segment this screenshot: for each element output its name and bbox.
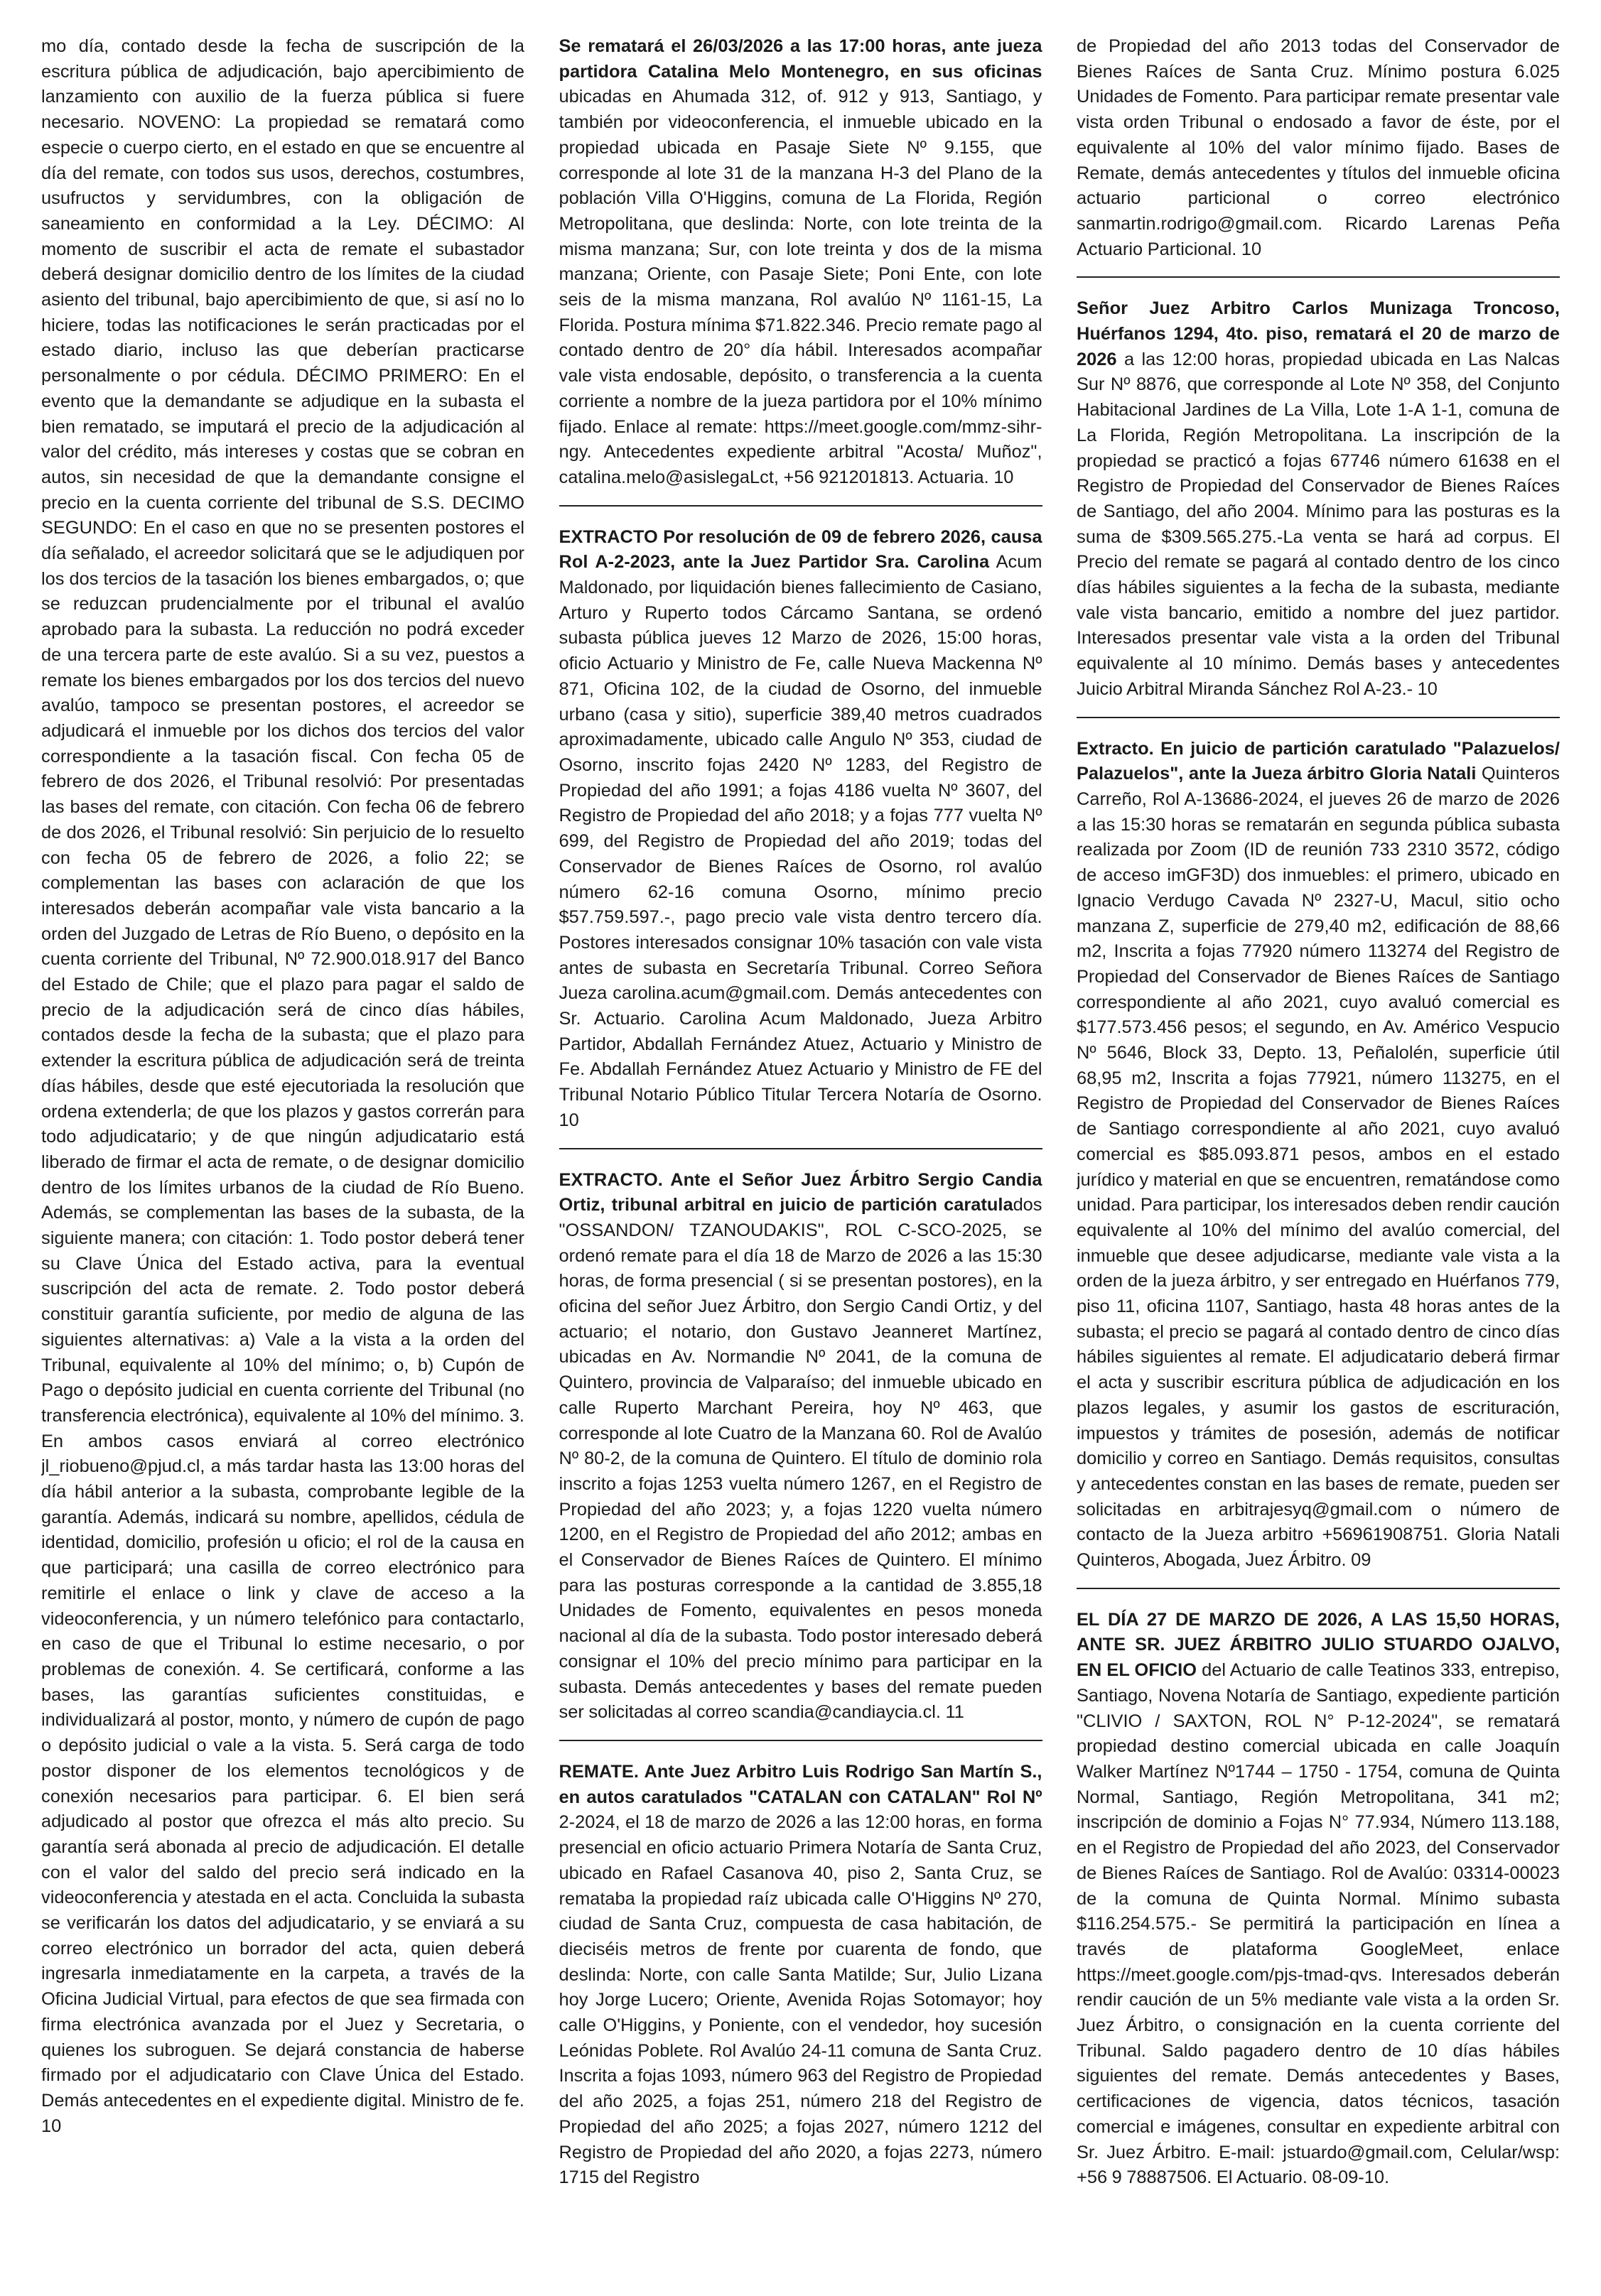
auction-notice-candia [559, 1168, 1042, 1741]
auction-notice-melo [559, 34, 1042, 507]
column-3 [1077, 34, 1560, 2272]
auction-notice-stuardo [1077, 1608, 1560, 2205]
auction-notice-quinteros [1077, 737, 1560, 1589]
notice-lead: Señor Juez Arbitro Carlos Munizaga Troncoso, Huérfanos 1294, 4to. piso, rematará el 20 de marzo de 2026 [1077, 298, 1560, 369]
notice-body: a las 12:00 horas, propiedad ubicada en Las Nalcas Sur Nº 8876, que corresponde al Lote Nº 358, del Conjunto Habitacional Jardines de La Villa, Lote 1-A 1-1, comuna de La Florida, Región Metropolitana. La inscripción de la propiedad se practicó a fojas 67746 número 61638 en el Registro de Propiedad del Conservador de Bienes Raíces de Santiago, del año 2004. Mínimo para las posturas es la suma de $309.565.275.-La venta se hará ad corpus. El Precio del remate se pagará al contado dentro de los cinco días hábiles siguientes a la fecha de la subasta, mediante vale vista bancario, emitido a nombre del juez partidor. Interesados presentar vale vista a la orden del Tribunal equivalente al 10 mínimo. Demás bases y antecedentes Juicio Arbitral Miranda Sánchez Rol A-23.- 10 [1077, 349, 1560, 699]
continued-notice-san-martin [1077, 34, 1560, 278]
notice-body: 2-2024, el 18 de marzo de 2026 a las 12:00 horas, en forma presencial en oficio actuario Primera Notaría de Santa Cruz, ubicado en Rafael Casanova 40, piso 2, Santa Cruz, se remataba la propiedad raíz ubicada calle O'Higgins Nº 270, ciudad de Santa Cruz, compuesta de casa habitación, de dieciséis metros de frente por cuarenta de fondo, que deslinda: Norte, con calle Santa Matilde; Sur, Julio Lizana hoy Jorge Lucero; Oriente, Avenida Rojas Sotomayor; hoy calle O'Higgins, y Poniente, con el vendedor, hoy sucesión Leónidas Poblete. Rol Avalúo 24-11 comuna de Santa Cruz. Inscrita a fojas 1093, número 963 del Registro de Propiedad del año 2025, a fojas 251, número 218 del Registro de Propiedad del año 2025; a fojas 2027, número 1212 del Registro de Propiedad del año 2020, a fojas 2273, número 1715 del Registro [559, 1812, 1042, 2188]
notice-lead: REMATE. Ante Juez Arbitro Luis Rodrigo San Martín S., en autos caratulados "CATALAN con CATALAN" Rol Nº [559, 1762, 1042, 1807]
notice-body: del Actuario de calle Teatinos 333, entrepiso, Santiago, Novena Notaría de Santiago, expediente partición "CLIVIO / SAXTON, ROL N° P-12-2024", se rematará propiedad destino comercial ubicada en calle Joaquín Walker Martínez Nº1744 – 1750 - 1754, comuna de Quinta Normal, Santiago, Región Metropolitana, 341 m2; inscripción de dominio a Fojas N° 77.934, Número 113.188, en el Registro de Propiedad del año 2023, del Conservador de Bienes Raíces de Santiago. Rol de Avalúo: 03314-00023 de la comuna de Quinta Normal. Mínimo subasta $116.254.575.- Se permitirá la participación en línea a través de plataforma GoogleMeet, enlace https://meet.google.com/pjs-tmad-qvs. Interesados deberán rendir caución de un 5% mediante vale vista a la orden Sr. Juez Árbitro, o consignación en la cuenta corriente del Tribunal. Saldo pagadero dentro de 10 días hábiles siguientes del remate. Demás antecedentes y Bases, certificaciones de vigencia, datos técnicos, tasación comercial e imágenes, consultar en expediente arbitral con Sr. Juez Árbitro. E-mail: jstuardo@gmail.com, Celular/wsp: +56 9 78887506. El Actuario. 08-09-10. [1077, 1660, 1560, 2188]
auction-notice-acum [559, 525, 1042, 1149]
auction-notice-munizaga [1077, 296, 1560, 718]
continued-notice-text: de Propiedad del año 2013 todas del Conservador de Bienes Raíces de Santa Cruz. Mínimo postura 6.025 Unidades de Fomento. Para participar remate presentar vale vista orden Tribunal o endosado a favor de éste, por el equivalente al 10% del valor mínimo fijado. Bases de Remate, demás antecedentes y títulos del inmueble oficina actuario particional o correo electrónico sanmartin.rodrigo@gmail.com. Ricardo Larenas Peña Actuario Particional. 10 [1077, 36, 1560, 259]
notice-lead: Se rematará el 26/03/2026 a las 17:00 horas, ante jueza partidora Catalina Melo Montenegro, en sus oficinas [559, 36, 1042, 82]
continued-notice-text: mo día, contado desde la fecha de suscripción de la escritura pública de adjudicación, bajo apercibimiento de lanzamiento con auxilio de la fuerza pública si fuere necesario. NOVENO: La propiedad se rematará como especie o cuerpo cierto, en el estado en que se encuentre al día del remate, con todos sus usos, derechos, costumbres, usufructos y servidumbres, con la obligación de saneamiento en conformidad a la Ley. DÉCIMO: Al momento de suscribir el acta de remate el subastador deberá designar domicilio dentro de los límites de la ciudad asiento del tribunal, bajo apercibimiento de que, si así no lo hiciere, todas las notificaciones le serán practicadas por el estado diario, incluso las que deberían practicarse personalmente o por cédula. DÉCIMO PRIMERO: En el evento que la demandante se adjudique en la subasta el bien rematado, se imputará el precio de la adjudicación al valor del crédito, más intereses y costas que se cobran en autos, sin necesidad de que la demandante consigne el precio en la cuenta corriente del tribunal de S.S. DECIMO SEGUNDO: En el caso en que no se presenten postores el día señalado, el acreedor solicitará que se le adjudiquen por los dos tercios de la tasación los bienes embargados, o; que se reduzcan prudencialmente por el tribunal el avalúo aprobado para la subasta. La reducción no podrá exceder de una tercera parte de este avalúo. Si a su vez, puestos a remate los bienes embargados por los dos tercios del nuevo avalúo, tampoco se presentan postores, el acreedor se adjudicará el inmueble por los dichos dos tercios del valor correspondiente a la tasación fiscal. Con fecha 05 de febrero de dos 2026, el Tribunal resolvió: Por presentadas las bases del remate, con citación. Con fecha 06 de febrero de dos 2026, el Tribunal resolvió: Sin perjuicio de lo resuelto con fecha 05 de febrero de 2026, a folio 22; se complementan las bases con aclaración de que los interesados deberán acompañar vale vista bancario a la orden del Juzgado de Letras de Río Bueno, o depósito en la cuenta corriente del Tribunal, Nº 72.900.018.917 del Banco del Estado de Chile; que el plazo para pagar el saldo de precio de la adjudicación será de cinco días hábiles, contados desde la fecha de la subasta; que el plazo para extender la escritura pública de adjudicación será de treinta días hábiles, desde que esté ejecutoriada la resolución que ordena extenderla; de que los plazos y gastos correrán para todo adjudicatario; y de que ningún adjudicatario está liberado de firmar el acta de remate, o de designar domicilio dentro de los límites urbanos de la ciudad de Río Bueno. Además, se complementan las bases de la subasta, de la siguiente manera; con citación: 1. Todo postor deberá tener su Clave Única del Estado activa, para la eventual suscripción del acta de remate. 2. Todo postor deberá constituir garantía suficiente, por medio de alguna de las siguientes alternativas: a) Vale a la vista a la orden del Tribunal, equivalente al 10% del mínimo; o, b) Cupón de Pago o depósito judicial en cuenta corriente del Tribunal (no transferencia electrónica), equivalente al 10% del mínimo. 3. En ambos casos enviará al correo electrónico jl_riobueno@pjud.cl, a más tardar hasta las 13:00 horas del día hábil anterior a la subasta, comprobante legible de la garantía. Además, indicará su nombre, apellidos, cédula de identidad, domicilio, profesión u oficio; el rol de la causa en que participará; una casilla de correo electrónico para remitirle el enlace o link y clave de acceso a la videoconferencia, y un número telefónico para contactarlo, en caso de que el Tribunal lo estime necesario, o por problemas de conexión. 4. Se certificará, conforme a las bases, las garantías suficientes constituidas, e individualizará al postor, monto, y número de cupón de pago o depósito judicial o vale a la vista. 5. Será carga de todo postor disponer de los elementos tecnológicos y de conexión necesarios para participar. 6. El bien será adjudicado al postor que ofrezca el más alto precio. Su garantía será abonada al precio de adjudicación. El detalle con el valor del saldo del precio será indicado en la videoconferencia y atestada en el acta. Concluida la subasta se verificarán los datos del adjudicatario, y se enviará a su correo electrónico un borrador del acta, quien deberá ingresarla inmediatamente en la carpeta, a través de la Oficina Judicial Virtual, para efectos de que sea firmada con firma electrónica avanzada por el Juez y Secretaria, o quienes los subroguen. Se dejará constancia de haberse firmado por el adjudicatario con Clave Única del Estado. Demás antecedentes en el expediente digital. Ministro de fe. 10 [41, 36, 524, 2136]
notice-lead: EL DÍA 27 DE MARZO DE 2026, A LAS 15,50 HORAS, ANTE SR. JUEZ ÁRBITRO JULIO STUARDO OJALVO, EN EL OFICIO [1077, 1609, 1560, 1681]
notice-body: Acum Maldonado, por liquidación bienes fallecimiento de Casiano, Arturo y Ruperto todos Cárcamo Santana, se ordenó subasta pública jueves 12 Marzo de 2026, 15:00 horas, oficio Actuario y Ministro de Fe, calle Nueva Mackenna Nº 871, Oficina 102, de la ciudad de Osorno, del inmueble urbano (casa y sitio), superficie 389,40 metros cuadrados aproximadamente, ubicado calle Angulo Nº 353, ciudad de Osorno, inscrito fojas 2420 Nº 1283, del Registro de Propiedad del año 1991; a fojas 4186 vuelta Nº 3607, del Registro de Propiedad del año 2018; y a fojas 777 vuelta Nº 699, del Registro de Propiedad del año 2019; todas del Conservador de Bienes Raíces de Osorno, rol avalúo número 62-16 comuna Osorno, mínimo precio $57.759.597.-, pago precio vale vista dentro tercero día. Postores interesados consignar 10% tasación con vale vista antes de subasta en Secretaría Tribunal. Correo Señora Jueza carolina.acum@gmail.com. Demás antecedentes con Sr. Actuario. Carolina Acum Maldonado, Jueza Arbitro Partidor, Abdallah Fernández Atuez, Actuario y Ministro de Fe. Abdallah Fernández Atuez Actuario y Ministro de FE del Tribunal Notario Público Titular Tercera Notaría de Osorno. 10 [559, 552, 1042, 1130]
notice-body: ubicadas en Ahumada 312, of. 912 y 913, Santiago, y también por videoconferencia, el inmueble ubicado en la propiedad ubicada en Pasaje Siete Nº 9.155, que corresponde al lote 31 de la manzana H-3 del Plano de la población Villa O'Higgins, comuna de La Florida, Región Metropolitana, que deslinda: Norte, con lote treinta de la misma manzana; Sur, con lote treinta y dos de la misma manzana; Oriente, con Pasaje Siete; Poni Ente, con lote seis de la misma manzana, Rol avalúo Nº 1161-15, La Florida. Postura mínima $71.822.346. Precio remate pago al contado dentro de 20° día hábil. Interesados acompañar vale vista endosable, depósito, o transferencia a la cuenta corriente a nombre de la jueza partidora por el 10% mínimo fijado. Enlace al remate: https://meet.google.com/mmz-sihr-ngy. Antecedentes expediente arbitral "Acosta/ Muñoz", catalina.melo@asislegaLct, +56 921201813. Actuaria. 10 [559, 87, 1042, 487]
auction-notice-san-martin [559, 1760, 1042, 2205]
notice-lead: EXTRACTO Por resolución de 09 de febrero 2026, causa Rol A-2-2023, ante la Juez Partidor Sra. Carolina [559, 526, 1042, 573]
notice-body: dos "OSSANDON/ TZANOUDAKIS", ROL C-SCO-2025, se ordenó remate para el día 18 de Marzo de 2026 a las 15:30 horas, de forma presencial ( si se presentan postores), en la oficina del señor Juez Árbitro, don Sergio Candi Ortiz, y del actuario; el notario, don Gustavo Jeanneret Martínez, ubicadas en Av. Normandie Nº 2041, de la comuna de Quintero, provincia de Valparaíso; del inmueble ubicado en calle Ruperto Marchant Pereira, hoy Nº 463, que corresponde al lote Cuatro de la Manzana 60. Rol de Avalúo Nº 80-2, de la comuna de Quintero. El título de dominio rola inscrito a fojas 1253 vuelta número 1267, en el Registro de Propiedad del año 2023; y, a fojas 1220 vuelta número 1200, en el Registro de Propiedad del año 2012; ambas en el Conservador de Bienes Raíces de Quintero. El mínimo para las posturas corresponde a la cantidad de 3.855,18 Unidades de Fomento, equivalentes en pesos moneda nacional al día de la subasta. Todo postor interesado deberá consignar el 10% del precio mínimo para participar en la subasta. Demás antecedentes y bases del remate pueden ser solicitadas al correo scandia@candiaycia.cl. 11 [559, 1195, 1042, 1723]
notice-body: Quinteros Carreño, Rol A-13686-2024, el jueves 26 de marzo de 2026 a las 15:30 horas se rematarán en segunda pública subasta realizada por Zoom (ID de reunión 733 2310 3572, código de acceso imGF3D) dos inmuebles: el primero, ubicado en Ignacio Verdugo Cavada Nº 2327-U, Macul, sitio ocho manzana Z, superficie de 279,40 m2, edificación de 88,66 m2, Inscrita a fojas 77920 número 113274 del Registro de Propiedad del Conservador de Bienes Raíces de Santiago correspondiente al año 2021, cuyo avaluó comercial es $177.573.456 pesos; el segundo, en Av. Américo Vespucio Nº 5646, Block 33, Depto. 13, Peñalolén, superficie útil 68,95 m2, Inscrita a fojas 77921, número 113275, en el Registro de Propiedad del Conservador de Bienes Raíces de Santiago correspondiente al año 2021, cuyo avaluó comercial es $85.093.871 pesos, ambos en el estado jurídico y material en que se encuentren, rematándose como unidad. Para participar, los interesados deben rendir caución equivalente al 10% del mínimo del avalúo comercial, del inmueble que desee adjudicarse, mediante vale vista a la orden de la jueza árbitro, y ser entregado en Huérfanos 779, piso 11, oficina 1107, Santiago, hasta 48 horas antes de la subasta; el precio se pagará al contado dentro de cinco días hábiles siguientes al remate. El adjudicatario deberá firmar el acta y suscribir escritura pública de adjudicación en los plazos legales, y asumir los gastos de escrituración, impuestos y trámites de posesión, además de notificar domicilio y correo en Santiago. Demás requisitos, consultas y antecedentes constan en las bases de remate, pueden ser solicitadas en arbitrajesyq@gmail.com o número de contacto de la Jueza arbitro +56961908751. Gloria Natali Quinteros, Abogada, Juez Árbitro. 09 [1077, 764, 1560, 1571]
column-2 [559, 34, 1042, 2272]
notice-lead: Extracto. En juicio de partición caratulado "Palazuelos/ Palazuelos", ante la Jueza árbitro Gloria Natali [1077, 738, 1560, 784]
notice-lead: EXTRACTO. Ante el Señor Juez Árbitro Sergio Candia Ortiz, tribunal arbitral en juicio de partición caratula [559, 1169, 1042, 1215]
column-1 [41, 34, 524, 2272]
